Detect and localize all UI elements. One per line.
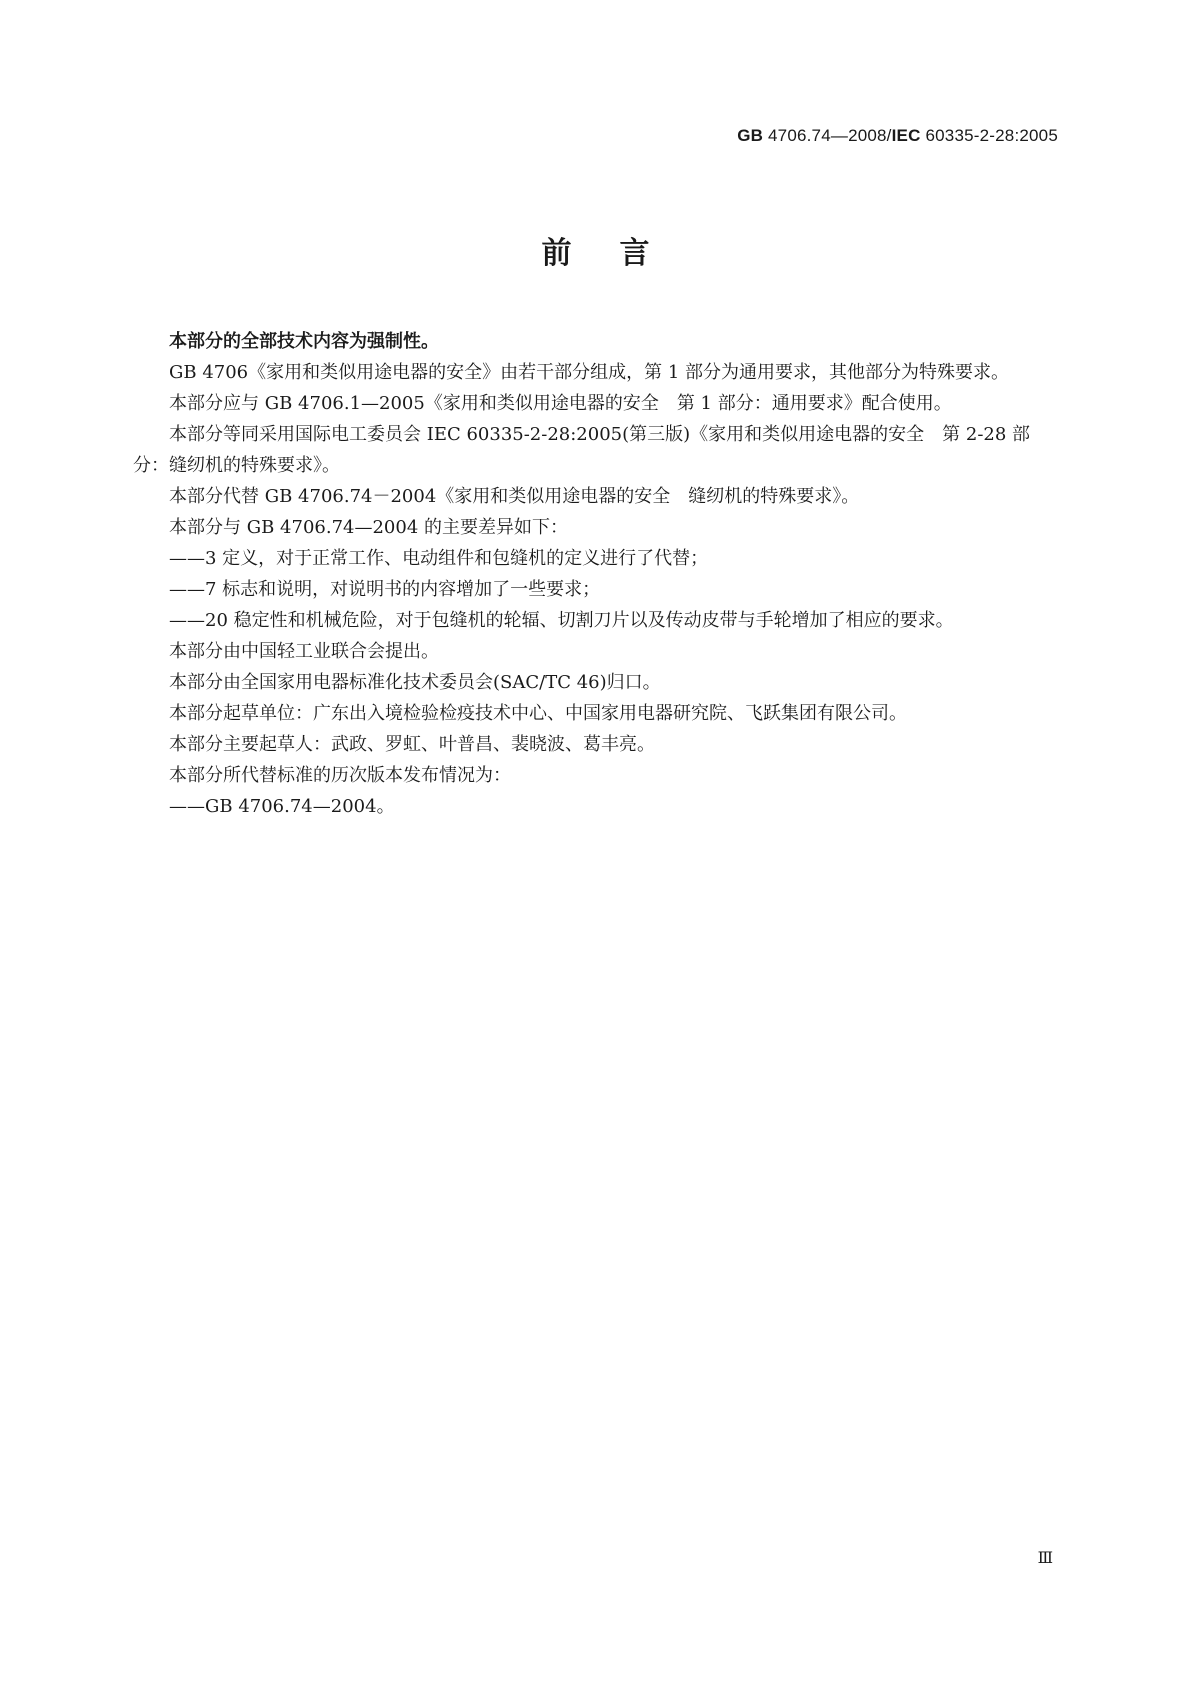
standard-number-header (737, 126, 1058, 146)
std-iec-number: 60335-2-28:2005 (920, 126, 1058, 145)
list-item: ——20 稳定性和机械危险，对于包缝机的轮辐、切割刀片以及传动皮带与手轮增加了相应的要求。 (169, 610, 954, 631)
paragraph: 本部分等同采用国际电工委员会 IEC 60335-2-28:2005(第三版)《家用和类似用途电器的安全 第 2-28 部分：缝纫机的特殊要求》。 (133, 424, 1031, 476)
foreword-body (133, 326, 1063, 822)
paragraph: 本部分由中国轻工业联合会提出。 (169, 641, 439, 662)
list-item: ——7 标志和说明，对说明书的内容增加了一些要求； (169, 579, 601, 600)
paragraph: 本部分主要起草人：武政、罗虹、叶普昌、裴晓波、葛丰亮。 (169, 734, 655, 755)
std-iec-prefix: IEC (891, 126, 921, 145)
list-item: ——3 定义，对于正常工作、电动组件和包缝机的定义进行了代替； (169, 548, 709, 569)
std-gb-number: 4706.74—2008/ (763, 126, 892, 145)
paragraph: 本部分起草单位：广东出入境检验检疫技术中心、中国家用电器研究院、飞跃集团有限公司。 (169, 703, 907, 724)
paragraph: 本部分代替 GB 4706.74－2004《家用和类似用途电器的安全 缝纫机的特殊要求》。 (169, 486, 860, 507)
std-gb-prefix: GB (737, 126, 764, 145)
paragraph: GB 4706《家用和类似用途电器的安全》由若干部分组成，第 1 部分为通用要求，其他部分为特殊要求。 (169, 362, 1010, 383)
list-item: ——GB 4706.74—2004。 (169, 796, 395, 817)
page-number: Ⅲ (1037, 1548, 1053, 1567)
paragraph: 本部分与 GB 4706.74—2004 的主要差异如下： (169, 517, 569, 538)
page-title: 前言 (541, 236, 698, 271)
paragraph: 本部分应与 GB 4706.1—2005《家用和类似用途电器的安全 第 1 部分：通用要求》配合使用。 (169, 393, 952, 414)
paragraph: 本部分所代替标准的历次版本发布情况为： (169, 765, 511, 786)
paragraph: 本部分由全国家用电器标准化技术委员会(SAC/TC 46)归口。 (169, 672, 661, 693)
paragraph-mandatory: 本部分的全部技术内容为强制性。 (169, 331, 439, 352)
